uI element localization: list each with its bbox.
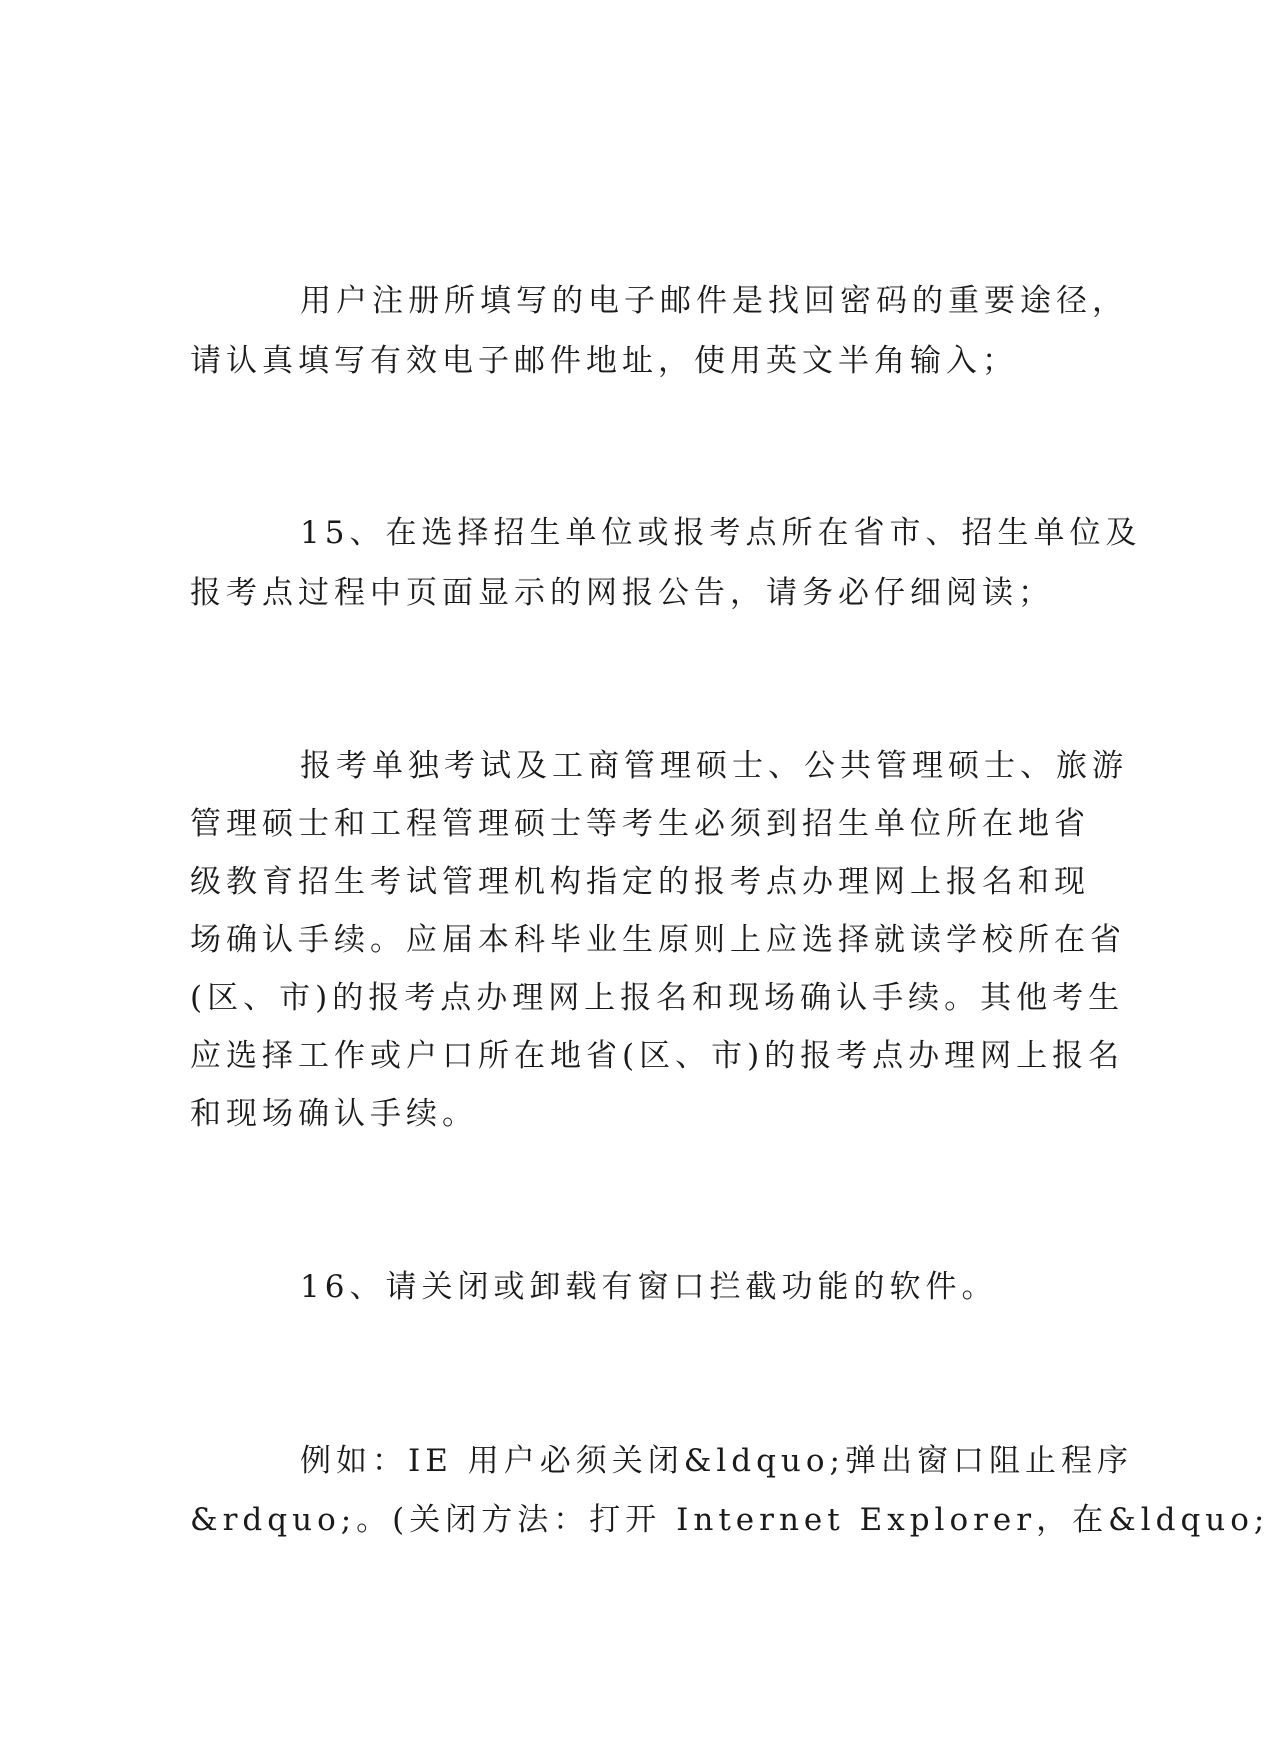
paragraph-2-line-2: 报考点过程中页面显示的网报公告，请务必仔细阅读； (190, 575, 1054, 611)
paragraph-4-line-1: 16、请关闭或卸载有窗口拦截功能的软件。 (300, 1269, 998, 1305)
paragraph-3-line-2: 管理硕士和工程管理硕士等考生必须到招生单位所在地省 (190, 806, 1090, 842)
paragraph-3-line-3: 级教育招生考试管理机构指定的报考点办理网上报名和现 (190, 864, 1090, 900)
paragraph-5-line-1: 例如：IE 用户必须关闭&ldquo;弹出窗口阻止程序 (300, 1443, 1133, 1479)
paragraph-3-line-7: 和现场确认手续。 (190, 1096, 478, 1132)
paragraph-3-line-4: 场确认手续。应届本科毕业生原则上应选择就读学校所在省 (190, 922, 1126, 958)
paragraph-3-line-1: 报考单独考试及工商管理硕士、公共管理硕士、旅游 (300, 748, 1128, 784)
paragraph-5-line-2: &rdquo;。(关闭方法：打开 Internet Explorer，在&ldquo; (190, 1502, 1269, 1538)
paragraph-3-line-6: 应选择工作或户口所在地省(区、市)的报考点办理网上报名 (190, 1038, 1125, 1074)
paragraph-3-line-5: (区、市)的报考点办理网上报名和现场确认手续。其他考生 (190, 980, 1125, 1016)
paragraph-1-line-1: 用户注册所填写的电子邮件是找回密码的重要途径， (300, 283, 1128, 319)
paragraph-1-line-2: 请认真填写有效电子邮件地址，使用英文半角输入； (190, 343, 1018, 379)
paragraph-2-line-1: 15、在选择招生单位或报考点所在省市、招生单位及 (300, 515, 1142, 551)
